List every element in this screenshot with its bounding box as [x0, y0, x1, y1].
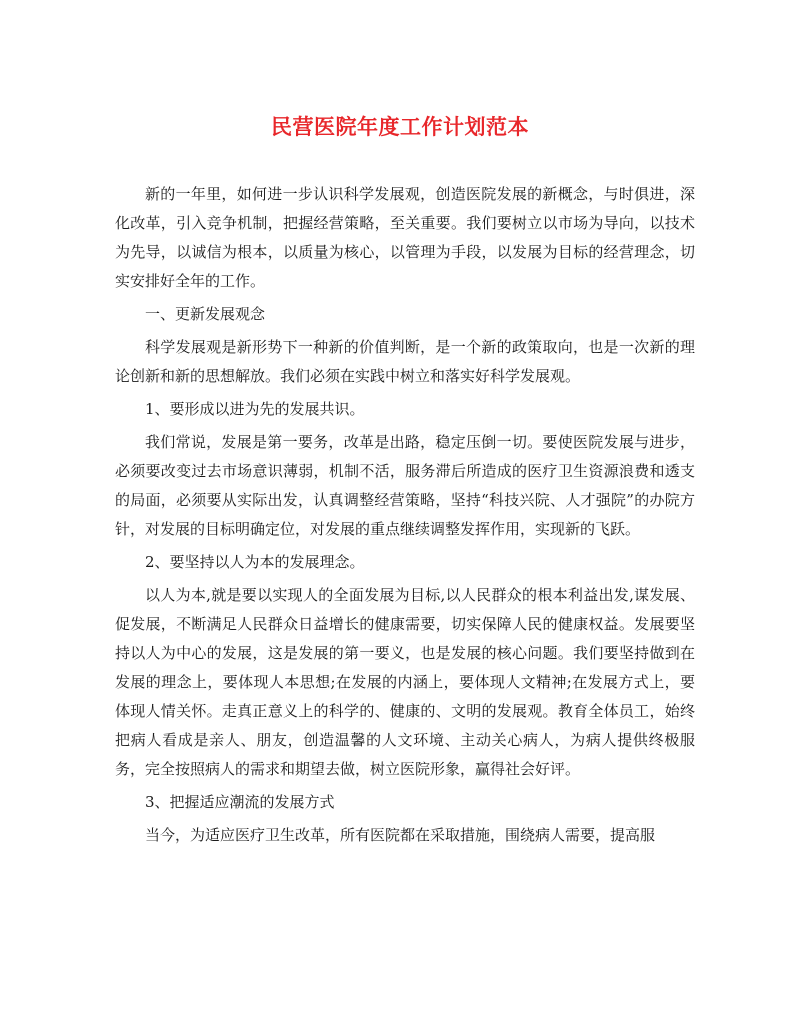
section-heading-1: 一、更新发展观念: [145, 305, 266, 323]
document-body: [115, 180, 695, 854]
paragraph: 以人为本,就是要以实现人的全面发展为目标,以人民群众的根本利益出发,谋发展、促发展，不断满足人民群众日益增长的健康需要，切实保障人民的健康权益。发展要坚持以人为中心的发展，这是发展的第一要义，也是发展的核心问题。我们要坚持做到在发展的理念上，要体现人本思想;在发展的内涵上，要体现人文精神;在发展方式上，要体现人情关怀。走真正意义上的科学的、健康的、文明的发展观。教育全体员工，始终把病人看成是亲人、朋友，创造温馨的人文环境、主动关心病人，为病人提供终极服务，完全按照病人的需求和期望去做，树立医院形象，赢得社会好评。: [115, 586, 695, 778]
paragraph-intro: 新的一年里，如何进一步认识科学发展观，创造医院发展的新概念，与时俱进，深化改革，引入竞争机制，把握经营策略，至关重要。我们要树立以市场为导向，以技术为先导，以诚信为根本，以质量为核心，以管理为手段，以发展为目标的经营理念，切实安排好全年的工作。: [115, 185, 695, 290]
paragraph: 当今，为适应医疗卫生改革，所有医院都在采取措施，围绕病人需要，提高服: [145, 826, 656, 844]
paragraph: 科学发展观是新形势下一种新的价值判断，是一个新的政策取向，也是一次新的理论创新和新的思想解放。我们必须在实践中树立和落实好科学发展观。: [115, 338, 695, 385]
document-title: 民营医院年度工作计划范本: [271, 114, 529, 139]
paragraph: 我们常说，发展是第一要务，改革是出路，稳定压倒一切。要使医院发展与进步，必须要改变过去市场意识薄弱，机制不活，服务滞后所造成的医疗卫生资源浪费和透支的局面，必须要从实际出发，认真调整经营策略，坚持“科技兴院、人才强院”的办院方针，对发展的目标明确定位，对发展的重点继续调整发挥作用，实现新的飞跃。: [115, 433, 695, 538]
subsection-heading-1: 1、要形成以进为先的发展共识。: [145, 400, 365, 418]
subsection-heading-2: 2、要坚持以人为本的发展理念。: [145, 553, 365, 571]
subsection-heading-3: 3、把握适应潮流的发展方式: [145, 793, 335, 811]
